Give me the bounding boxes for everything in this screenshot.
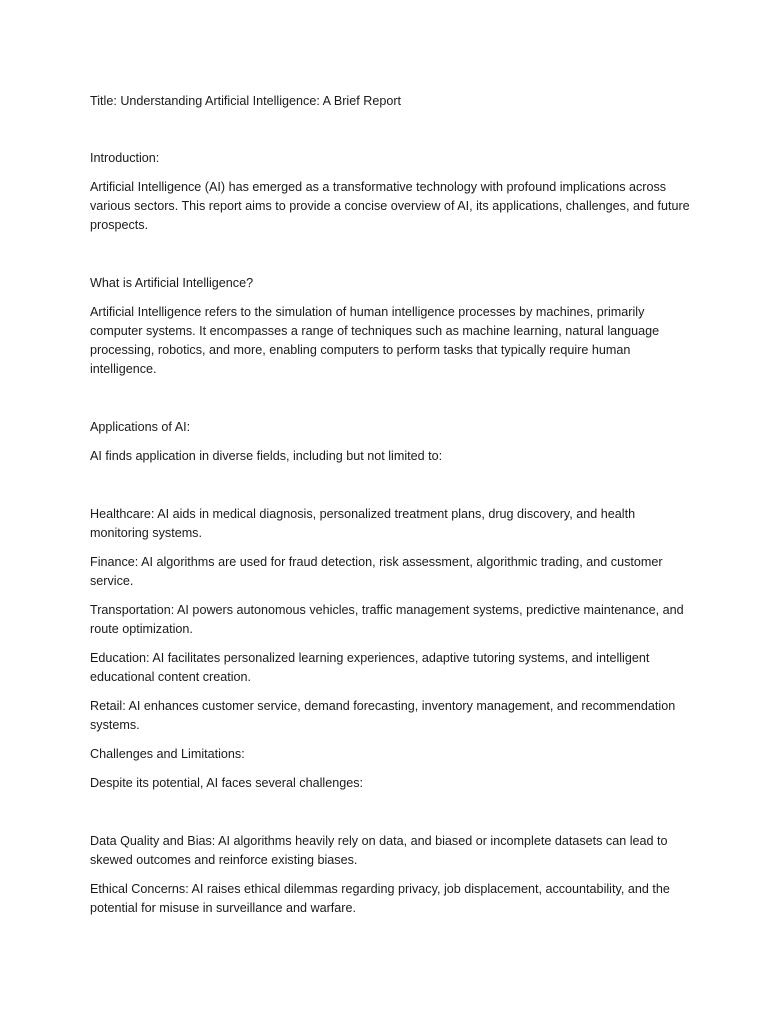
what-is-ai-heading: What is Artificial Intelligence? — [90, 276, 254, 290]
introduction-heading: Introduction: — [90, 151, 160, 165]
application-item-finance: Finance: AI algorithms are used for fraud detection, risk assessment, algorithmic trading, and customer service. — [90, 555, 663, 588]
document-title: Title: Understanding Artificial Intelligence: A Brief Report — [90, 94, 402, 108]
applications-heading: Applications of AI: — [90, 420, 191, 434]
challenge-item-ethical-concerns: Ethical Concerns: AI raises ethical dilemmas regarding privacy, job displacement, accountability, and the potential for misuse in surveillance and warfare. — [90, 882, 670, 915]
application-item-education: Education: AI facilitates personalized learning experiences, adaptive tutoring systems, and intelligent educational content creation. — [90, 651, 650, 684]
introduction-paragraph: Artificial Intelligence (AI) has emerged as a transformative technology with profound implications across various sectors. This report aims to provide a concise overview of AI, its applications, challenges, and future prospects. — [90, 180, 690, 232]
challenges-heading: Challenges and Limitations: — [90, 747, 245, 761]
challenges-intro: Despite its potential, AI faces several challenges: — [90, 776, 364, 790]
what-is-ai-paragraph: Artificial Intelligence refers to the simulation of human intelligence processes by machines, primarily computer systems. It encompasses a range of techniques such as machine learning, natural language processing, robotics, and more, enabling computers to perform tasks that typically require human intelligence. — [90, 305, 660, 376]
challenge-item-data-quality: Data Quality and Bias: AI algorithms heavily rely on data, and biased or incomplete datasets can lead to skewed outcomes and reinforce existing biases. — [90, 834, 668, 867]
application-item-healthcare: Healthcare: AI aids in medical diagnosis, personalized treatment plans, drug discovery, and health monitoring systems. — [90, 507, 636, 540]
document-body — [90, 92, 690, 928]
applications-intro: AI finds application in diverse fields, including but not limited to: — [90, 449, 443, 463]
application-item-transportation: Transportation: AI powers autonomous vehicles, traffic management systems, predictive maintenance, and route optimization. — [90, 603, 684, 636]
application-item-retail: Retail: AI enhances customer service, demand forecasting, inventory management, and recommendation systems. — [90, 699, 676, 732]
